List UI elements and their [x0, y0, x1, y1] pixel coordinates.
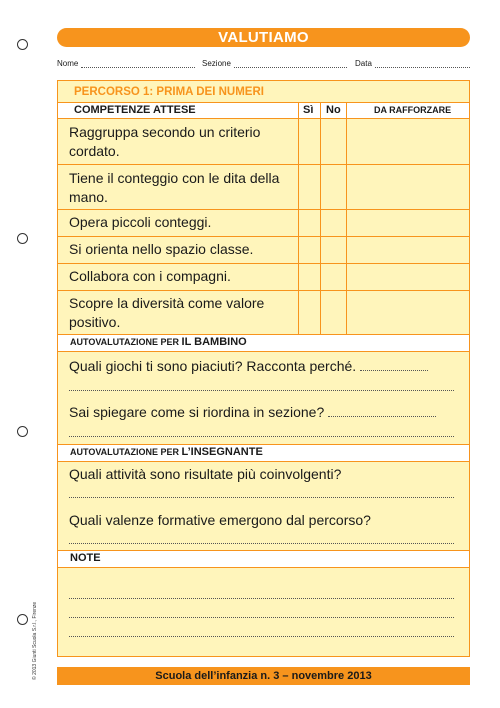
- answer-line[interactable]: [69, 497, 454, 498]
- binder-hole: [17, 233, 28, 244]
- competenze-header: COMPETENZE ATTESE: [74, 104, 196, 116]
- autovalutazione-prefix: AUTOVALUTAZIONE PER: [70, 337, 182, 347]
- competenza-item: Si orienta nello spazio classe.: [69, 241, 254, 257]
- autovalutazione-subject: IL BAMBINO: [181, 336, 247, 348]
- row-divider: [58, 164, 469, 165]
- no-header: No: [326, 104, 341, 116]
- nome-label: Nome: [57, 59, 79, 68]
- note-line[interactable]: [69, 598, 454, 599]
- domanda-bambino: Quali giochi ti sono piaciuti? Racconta perché.: [69, 357, 428, 375]
- row-divider: [58, 209, 469, 210]
- page-title: VALUTIAMO: [57, 28, 470, 47]
- note-header: [58, 550, 469, 568]
- domanda-bambino: Sai spiegare come si riordina in sezione?: [69, 403, 436, 421]
- autovalutazione-bambino-header: [58, 334, 469, 352]
- header-fields: [57, 59, 470, 71]
- competenza-item: Collabora con i compagni.: [69, 268, 231, 284]
- sezione-field[interactable]: [202, 59, 347, 68]
- note-line[interactable]: [69, 617, 454, 618]
- copyright-notice: © 2013 Giunti Scuola S.r.l., Firenze: [32, 601, 38, 680]
- column-divider: [346, 102, 347, 334]
- column-divider: [298, 102, 299, 334]
- autovalutazione-subject: L’INSEGNANTE: [181, 446, 263, 458]
- da-rafforzare-header: DA RAFFORZARE: [374, 105, 452, 115]
- row-divider: [58, 236, 469, 237]
- competenza-item: Opera piccoli conteggi.: [69, 214, 212, 230]
- si-header: Sì: [303, 104, 314, 116]
- answer-line[interactable]: [69, 390, 454, 391]
- footer: Scuola dell’infanzia n. 3 – novembre 2013: [57, 667, 470, 685]
- percorso-title: PERCORSO 1: PRIMA DEI NUMERI: [74, 86, 264, 98]
- binder-hole: [17, 614, 28, 625]
- nome-field[interactable]: [57, 59, 195, 68]
- domanda-insegnante: Quali valenze formative emergono dal percorso?: [69, 512, 371, 528]
- competenza-item: Scopre la diversità come valore positivo.: [69, 295, 265, 330]
- autovalutazione-prefix: AUTOVALUTAZIONE PER: [70, 447, 182, 457]
- data-label: Data: [355, 59, 372, 68]
- sezione-label: Sezione: [202, 59, 231, 68]
- row-divider: [58, 290, 469, 291]
- row-divider: [58, 263, 469, 264]
- column-divider: [320, 102, 321, 334]
- competenza-item: Raggruppa secondo un criterio cordato.: [69, 124, 261, 159]
- table-header: [58, 102, 469, 119]
- note-label: NOTE: [70, 552, 101, 564]
- autovalutazione-insegnante-header: [58, 444, 469, 462]
- binder-hole: [17, 426, 28, 437]
- competenza-item: Tiene il conteggio con le dita della mano.: [69, 170, 280, 205]
- note-line[interactable]: [69, 636, 454, 637]
- answer-line[interactable]: [69, 436, 454, 437]
- evaluation-card: [57, 80, 470, 657]
- domanda-insegnante: Quali attività sono risultate più coinvolgenti?: [69, 466, 342, 482]
- binder-hole: [17, 39, 28, 50]
- data-field[interactable]: [355, 59, 470, 68]
- answer-line[interactable]: [69, 543, 454, 544]
